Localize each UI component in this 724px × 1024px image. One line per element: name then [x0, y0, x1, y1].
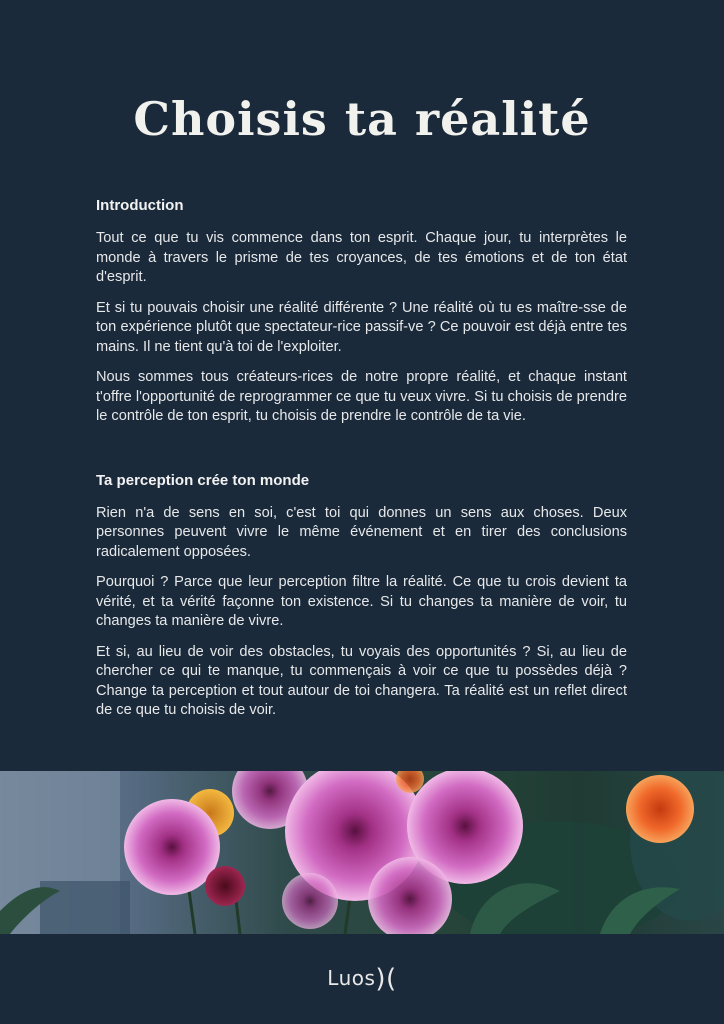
- paragraph: Pourquoi ? Parce que leur perception filtre la réalité. Ce que tu crois devient ta vérité, et ta vérité façonne ton existence. Si tu changes ta manière de voir, tu changes ta manière de vivre.: [96, 574, 627, 629]
- paragraph: Rien n'a de sens en soi, c'est toi qui donnes un sens aux choses. Deux personnes peuvent vivre le même événement et en tirer des conclusions radicalement opposées.: [96, 504, 627, 560]
- section-heading: Ta perception crée ton monde: [96, 471, 310, 489]
- pink-flower: [282, 873, 338, 929]
- paragraph: Tout ce que tu vis commence dans ton esprit. Chaque jour, tu interprètes le monde à travers le prisme de tes croyances, de tes émotions et de ton état d'esprit.: [96, 230, 627, 285]
- flower-illustration: [0, 771, 724, 934]
- section-introduction: [96, 197, 627, 427]
- brand-logo: [0, 962, 724, 992]
- logo-text: Luos: [327, 966, 376, 990]
- document-body: [96, 197, 627, 732]
- logo-mark: )(: [375, 964, 397, 994]
- orange-flower: [626, 775, 694, 843]
- paragraph: Et si, au lieu de voir des obstacles, tu voyais des opportunités ? Si, au lieu de chercher ce qui te manque, tu commençais à voir ce que tu possèdes déjà ? Change ta perception et tout autour de toi changera. Ta réalité est un reflet direct de ce que tu choisis de voir.: [96, 643, 627, 718]
- flower-photo: [0, 771, 724, 934]
- pink-flower: [124, 799, 220, 895]
- red-flower: [205, 866, 245, 906]
- paragraph: Nous sommes tous créateurs-rices de notre propre réalité, et chaque instant t'offre l'opportunité de reprogrammer ce que tu veux vivre. Si tu choisis de prendre le contrôle de ton esprit, tu choisis de prendre le contrôle de ta vie.: [96, 369, 627, 424]
- section-perception: [96, 472, 627, 721]
- paragraph: Et si tu pouvais choisir une réalité différente ? Une réalité où tu es maître-sse de ton expérience plutôt que spectateur-rice passif-ve ? Ce pouvoir est déjà entre tes mains. Il ne tient qu'à toi de l'exploiter.: [96, 299, 627, 355]
- page-title: Choisis ta réalité: [133, 92, 591, 146]
- section-heading: Introduction: [96, 197, 184, 214]
